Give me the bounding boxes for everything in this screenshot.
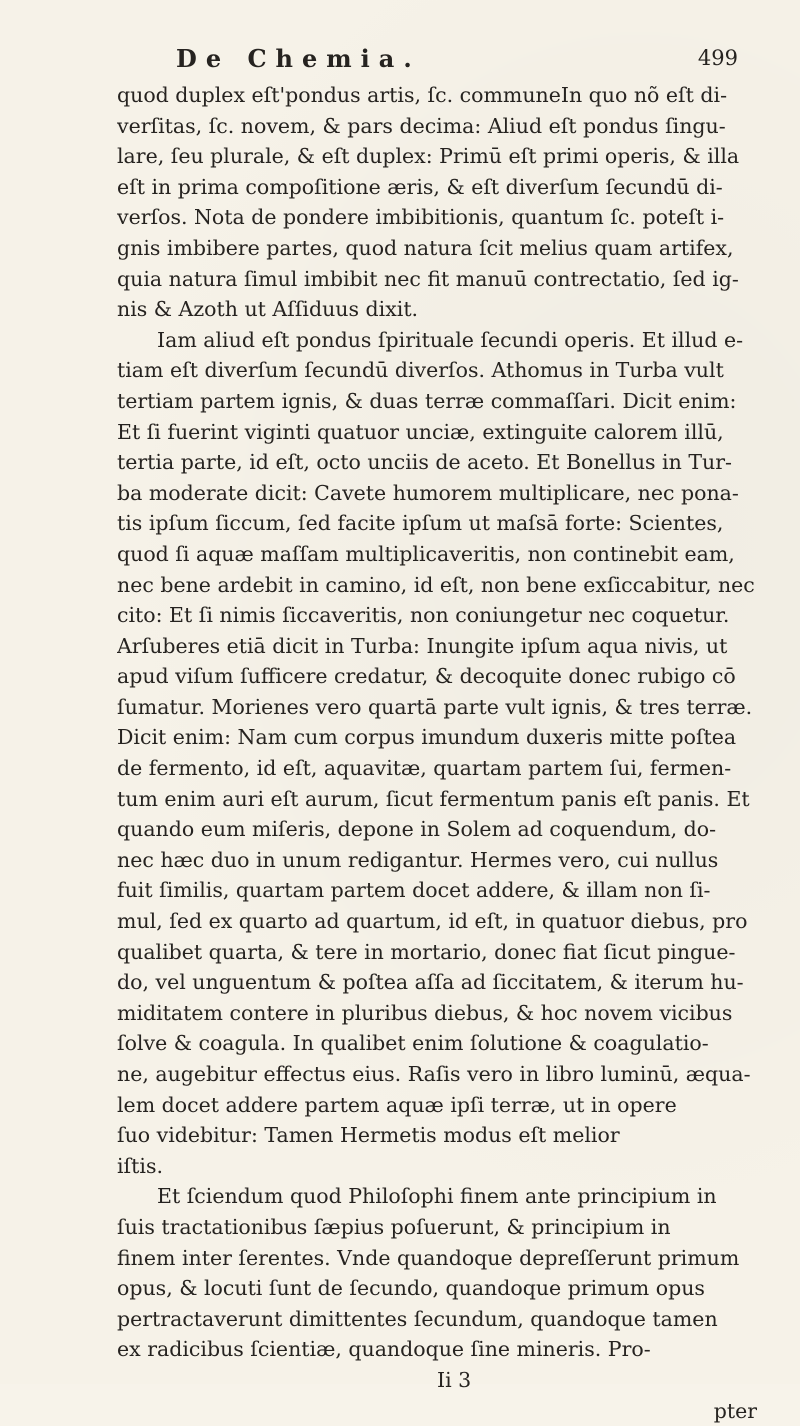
- text-line: quia natura ſimul imbibit nec fit manuū contrectatio, ſed ig-: [117, 266, 739, 291]
- text-line: ſumatur. Morienes vero quartā parte vult ignis, & tres terræ.: [117, 694, 753, 719]
- text-line: quod ſi aquæ maſſam multiplicaveritis, non continebit eam,: [117, 541, 735, 566]
- running-head: De Chemia.: [176, 44, 421, 73]
- text-line: ſuis tractationibus ſæpius poſuerunt, & principium in: [117, 1214, 671, 1239]
- page-number: 499: [697, 46, 738, 70]
- text-line: verſitas, ſc. novem, & pars decima: Aliud eſt pondus ſingu-: [117, 113, 726, 138]
- text-line: iſtis.: [117, 1153, 163, 1178]
- text-line: ſolve & coagula. In qualibet enim ſolutione & coagulatio-: [117, 1031, 709, 1056]
- text-line: tertia parte, id eſt, octo unciis de aceto. Et Bonellus in Tur-: [117, 450, 732, 475]
- text-line: opus, & locuti ſunt de ſecundo, quandoque primum opus: [117, 1276, 705, 1301]
- signature-mark: Ii 3: [437, 1367, 472, 1392]
- text-line: quod duplex eſt'pondus artis, ſc. communeIn quo nõ eſt di-: [117, 83, 727, 107]
- text-line: pertractaverunt dimittentes ſecundum, quandoque tamen: [117, 1306, 718, 1331]
- text-line: Et ſciendum quod Philoſophi finem ante principium in: [157, 1184, 717, 1209]
- text-line: ne, augebitur effectus eius. Raſis vero in libro luminū, æqua-: [117, 1062, 751, 1086]
- text-line: tis ipſum ſiccum, ſed facite ipſum ut maſsā forte: Scientes,: [117, 511, 724, 536]
- text-line: miditatem contere in pluribus diebus, & hoc novem vicibus: [117, 1000, 733, 1025]
- text-line: quando eum miſeris, depone in Solem ad coquendum, do-: [117, 817, 717, 842]
- text-line: lem docet addere partem aquæ ipſi terræ, ut in opere: [117, 1092, 677, 1117]
- text-line: eſt in prima compoſitione æris, & eſt diverſum ſecundū di-: [117, 174, 723, 199]
- text-line: de fermento, id eſt, aquavitæ, quartam partem ſui, fermen-: [117, 756, 732, 781]
- text-line: Iam aliud eſt pondus ſpirituale ſecundi operis. Et illud e-: [157, 327, 744, 352]
- text-line: qualibet quarta, & tere in mortario, donec fiat ſicut pingue-: [117, 939, 736, 964]
- text-line: tiam eſt diverſum ſecundū diverſos. Athomus in Turba vult: [117, 358, 724, 383]
- text-line: mul, ſed ex quarto ad quartum, id eſt, in quatuor diebus, pro: [117, 909, 748, 934]
- text-line: lare, ſeu plurale, & eſt duplex: Primū eſt primi operis, & illa: [117, 144, 740, 169]
- text-line: tertiam partem ignis, & duas terræ commaſſari. Dicit enim:: [117, 388, 737, 413]
- page-header: [176, 44, 738, 78]
- text-line: cito: Et ſi nimis ſiccaveritis, non coniungetur nec coquetur.: [117, 603, 730, 628]
- text-line: verſos. Nota de pondere imbibitionis, quantum ſc. poteſt i-: [117, 205, 725, 230]
- text-line: Et ſi fuerint viginti quatuor unciæ, extinguite calorem illū,: [117, 419, 724, 444]
- text-line: fuit ſimilis, quartam partem docet addere, & illam non ſi-: [117, 878, 711, 903]
- text-line: ſuo videbitur: Tamen Hermetis modus eſt melior: [117, 1123, 620, 1148]
- text-line: Dicit enim: Nam cum corpus imundum duxeris mitte poſtea: [117, 725, 737, 750]
- text-line: ex radicibus ſcientiæ, quandoque ſine mineris. Pro-: [117, 1337, 651, 1362]
- catchword: pter: [713, 1398, 757, 1423]
- text-line: do, vel unguentum & poſtea aſſa ad ſiccitatem, & iterum hu-: [117, 970, 744, 995]
- text-line: nec bene ardebit in camino, id eſt, non bene exſiccabitur, nec: [117, 572, 755, 597]
- text-line: finem inter ſerentes. Vnde quandoque depreſſerunt primum: [117, 1245, 740, 1270]
- text-line: Arſuberes etiā dicit in Turba: Inungite ipſum aqua nivis, ut: [117, 633, 728, 658]
- text-line: nec hæc duo in unum redigantur. Hermes vero, cui nullus: [117, 847, 719, 872]
- text-line: tum enim auri eſt aurum, ſicut fermentum panis eſt panis. Et: [117, 786, 750, 811]
- body-text: [117, 80, 757, 1426]
- text-line: nis & Azoth ut Aſſiduus dixit.: [117, 297, 419, 322]
- text-line: ba moderate dicit: Cavete humorem multiplicare, nec pona-: [117, 480, 739, 505]
- text-line: gnis imbibere partes, quod natura ſcit melius quam artifex,: [117, 235, 734, 260]
- text-line: apud viſum ſufficere credatur, & decoquite donec rubigo cō: [117, 664, 736, 689]
